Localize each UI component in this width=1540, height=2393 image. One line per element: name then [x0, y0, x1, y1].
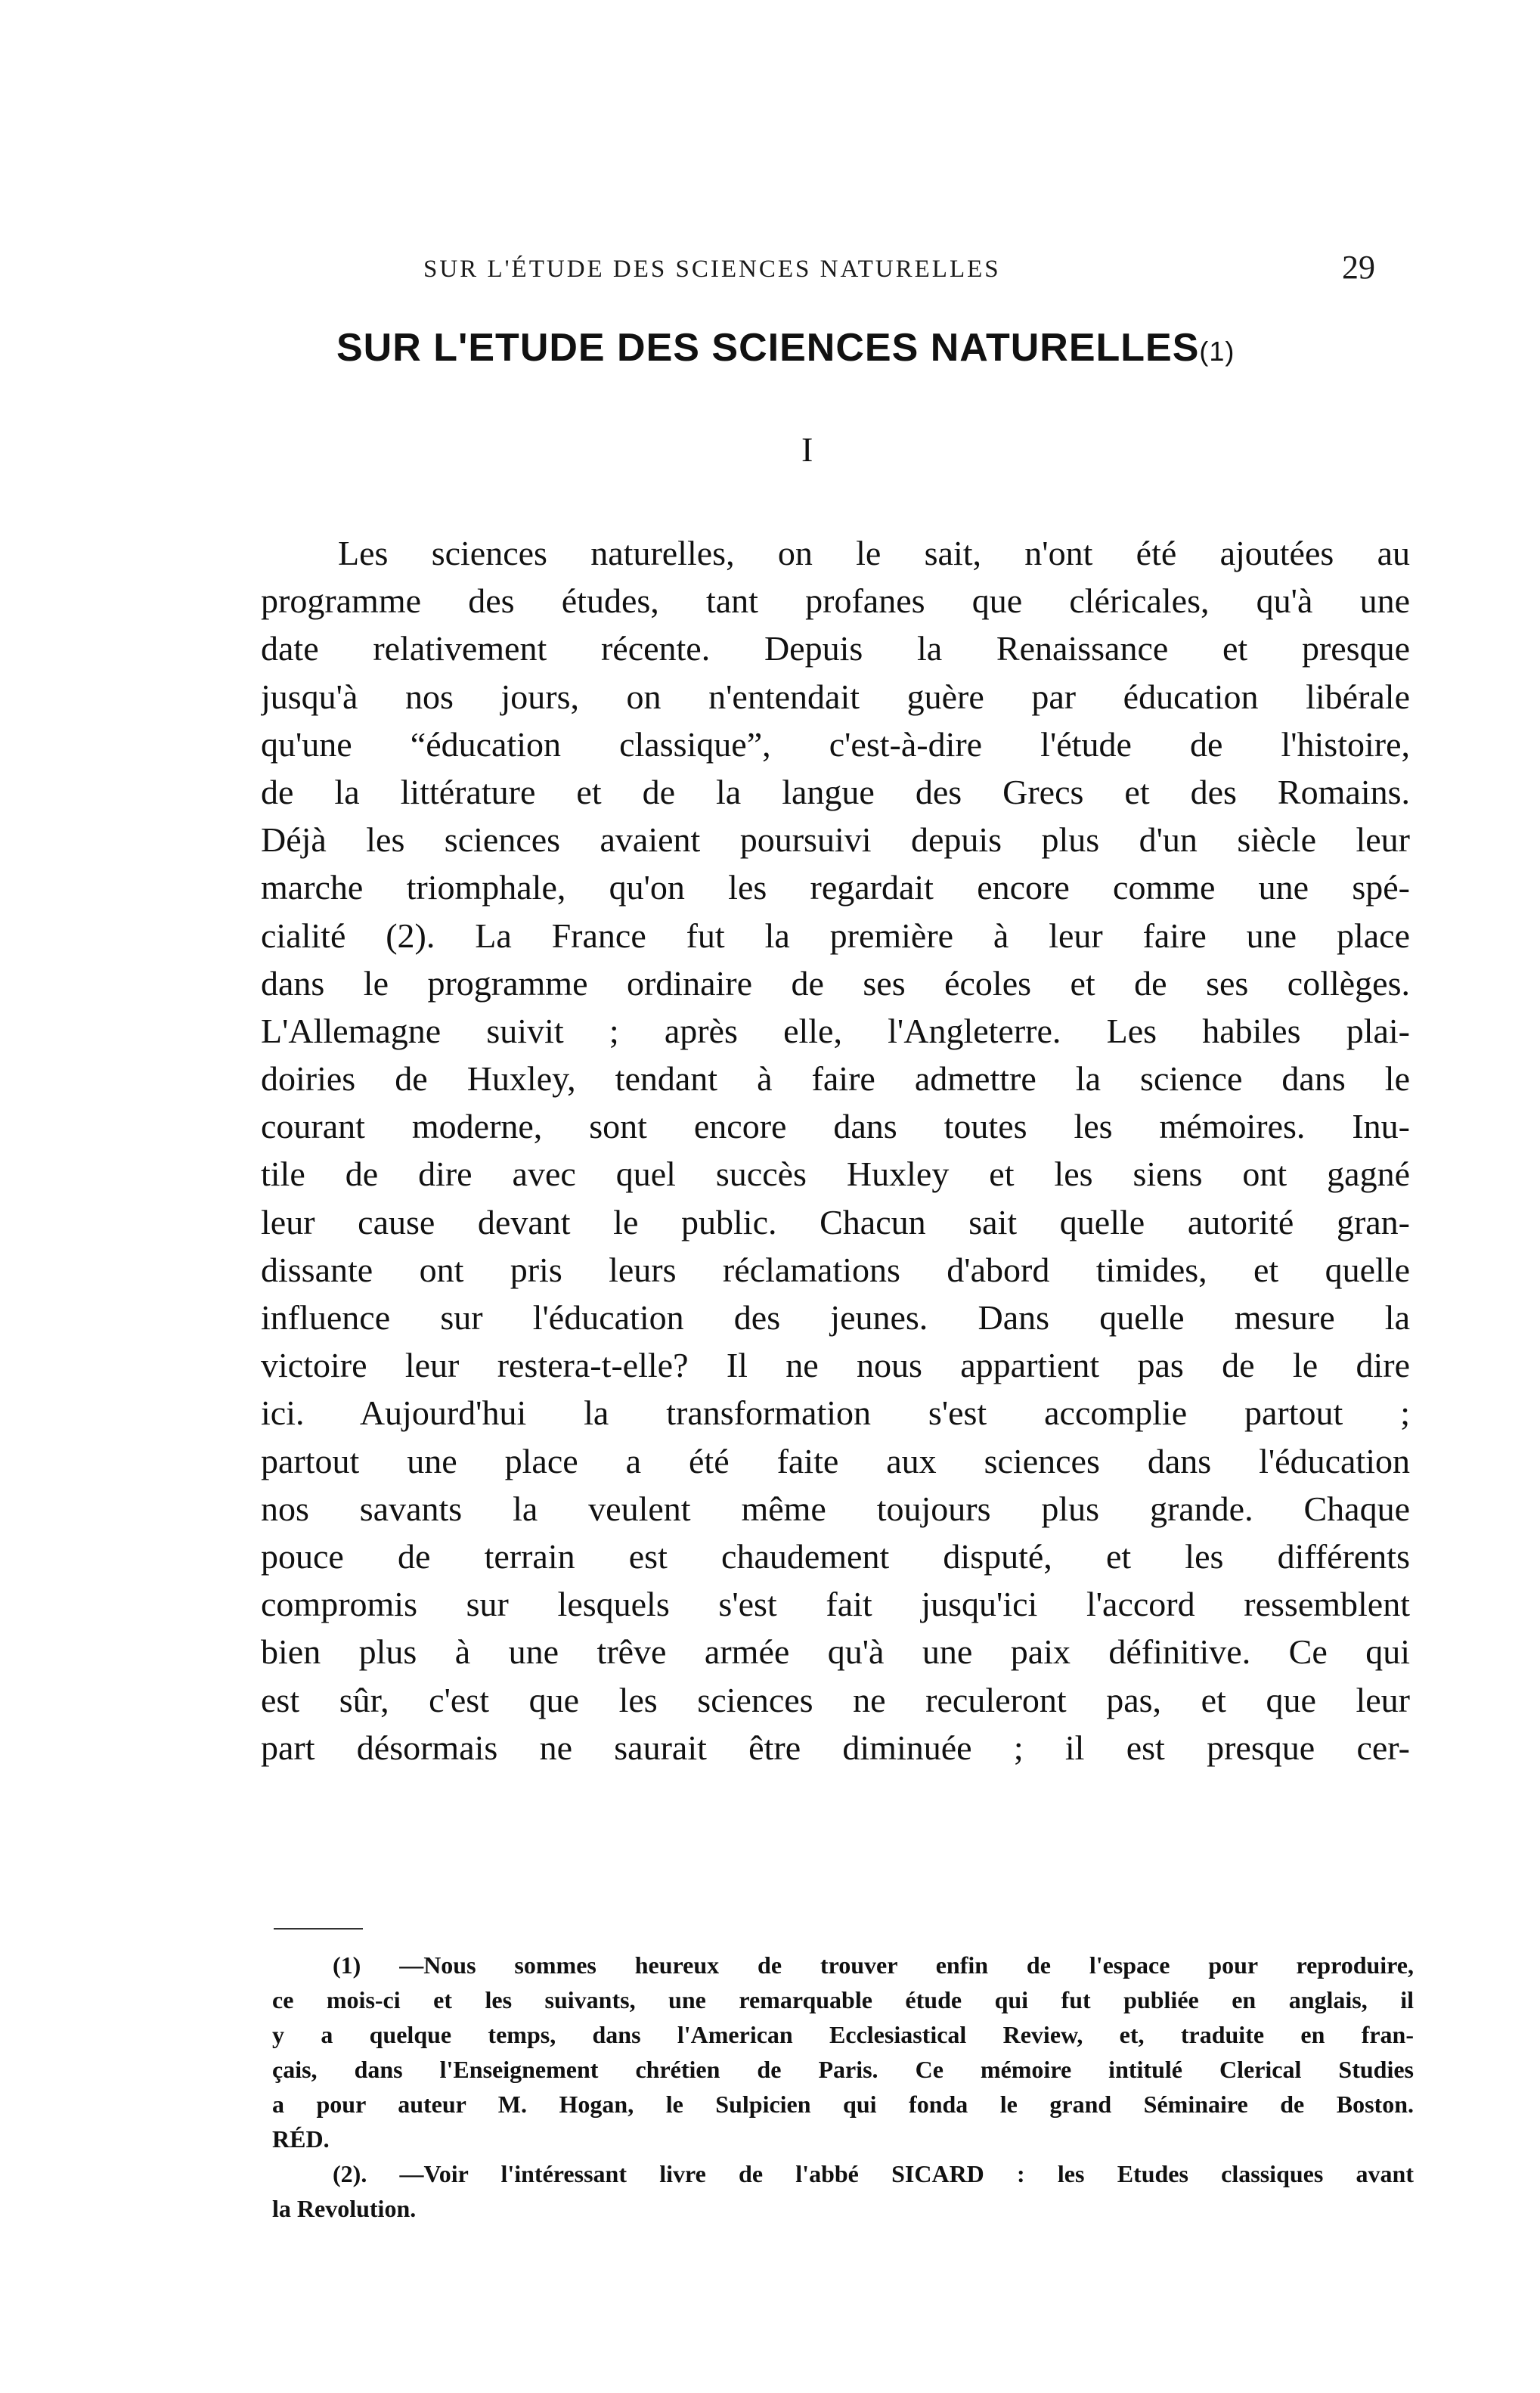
body-line: tile de dire avec quel succès Huxley et les siens ont gagné	[261, 1155, 1410, 1194]
footnote-line: (1) —Nous sommes heureux de trouver enfin de l'espace pour reproduire,	[333, 1951, 1414, 1979]
footnote-line: a pour auteur M. Hogan, le Sulpicien qui fonda le grand Séminaire de Boston.	[272, 2091, 1414, 2118]
body-line: bien plus à une trêve armée qu'à une paix définitive. Ce qui	[261, 1632, 1410, 1672]
body-line: est sûr, c'est que les sciences ne reculeront pas, et que leur	[261, 1680, 1410, 1719]
body-line: dissante ont pris leurs réclamations d'abord timides, et quelle	[261, 1250, 1410, 1289]
body-line: ici. Aujourd'hui la transformation s'est accomplie partout ;	[261, 1393, 1410, 1433]
body-text	[261, 529, 1410, 1772]
footnote-line: çais, dans l'Enseignement chrétien de Paris. Ce mémoire intitulé Clerical Studies	[272, 2056, 1414, 2083]
body-line: date relativement récente. Depuis la Renaissance et presque	[261, 629, 1410, 668]
page-number: 29	[1342, 249, 1375, 286]
article-title-text: SUR L'ETUDE DES SCIENCES NATURELLES	[336, 326, 1200, 370]
body-line: Les sciences naturelles, on le sait, n'ont été ajoutées au	[338, 534, 1410, 572]
body-line: qu'une “éducation classique”, c'est-à-dire l'étude de l'histoire,	[261, 724, 1410, 764]
body-line: de la littérature et de la langue des Grecs et des Romains.	[261, 772, 1410, 811]
body-line: nos savants la veulent même toujours plus grande. Chaque	[261, 1489, 1410, 1528]
footnote-line: la Revolution.	[272, 2195, 417, 2222]
body-line: courant moderne, sont encore dans toutes les mémoires. Inu-	[261, 1107, 1410, 1146]
body-line: marche triomphale, qu'on les regardait encore comme une spé-	[261, 868, 1410, 907]
body-line: victoire leur restera-t-elle? Il ne nous appartient pas de le dire	[261, 1346, 1410, 1385]
footnotes	[272, 1948, 1414, 2226]
body-line: doiries de Huxley, tendant à faire admettre la science dans le	[261, 1059, 1410, 1099]
section-numeral: I	[801, 430, 813, 469]
footnote-line: ce mois-ci et les suivants, une remarquable étude qui fut publiée en anglais, il	[272, 1986, 1414, 2013]
footnote-divider	[274, 1928, 363, 1930]
body-line: programme des études, tant profanes que cléricales, qu'à une	[261, 581, 1410, 621]
footnote-line: (2). —Voir l'intéressant livre de l'abbé SICARD : les Etudes classiques avant	[333, 2160, 1414, 2187]
body-line: jusqu'à nos jours, on n'entendait guère par éducation libérale	[261, 677, 1410, 716]
body-line: dans le programme ordinaire de ses écoles et de ses collèges.	[261, 963, 1410, 1003]
body-line: cialité (2). La France fut la première à leur faire une place	[261, 916, 1410, 955]
body-line: pouce de terrain est chaudement disputé, et les différents	[261, 1536, 1410, 1576]
article-title	[336, 325, 1312, 370]
body-line: partout une place a été faite aux sciences dans l'éducation	[261, 1441, 1410, 1480]
body-line: influence sur l'éducation des jeunes. Dans quelle mesure la	[261, 1298, 1410, 1337]
body-line: compromis sur lesquels s'est fait jusqu'ici l'accord ressemblent	[261, 1585, 1410, 1624]
running-head: SUR L'ÉTUDE DES SCIENCES NATURELLES	[423, 256, 1001, 283]
footnote-line: y a quelque temps, dans l'American Ecclesiastical Review, et, traduite en fran-	[272, 2021, 1414, 2048]
body-line: leur cause devant le public. Chacun sait quelle autorité gran-	[261, 1202, 1410, 1241]
footnote-reference: (1)	[1199, 336, 1235, 367]
body-line: part désormais ne saurait être diminuée ; il est presque cer-	[261, 1728, 1410, 1767]
body-line: L'Allemagne suivit ; après elle, l'Angleterre. Les habiles plai-	[261, 1011, 1410, 1050]
footnote-signature: RÉD.	[272, 2125, 330, 2153]
body-line: Déjà les sciences avaient poursuivi depuis plus d'un siècle leur	[261, 820, 1410, 860]
